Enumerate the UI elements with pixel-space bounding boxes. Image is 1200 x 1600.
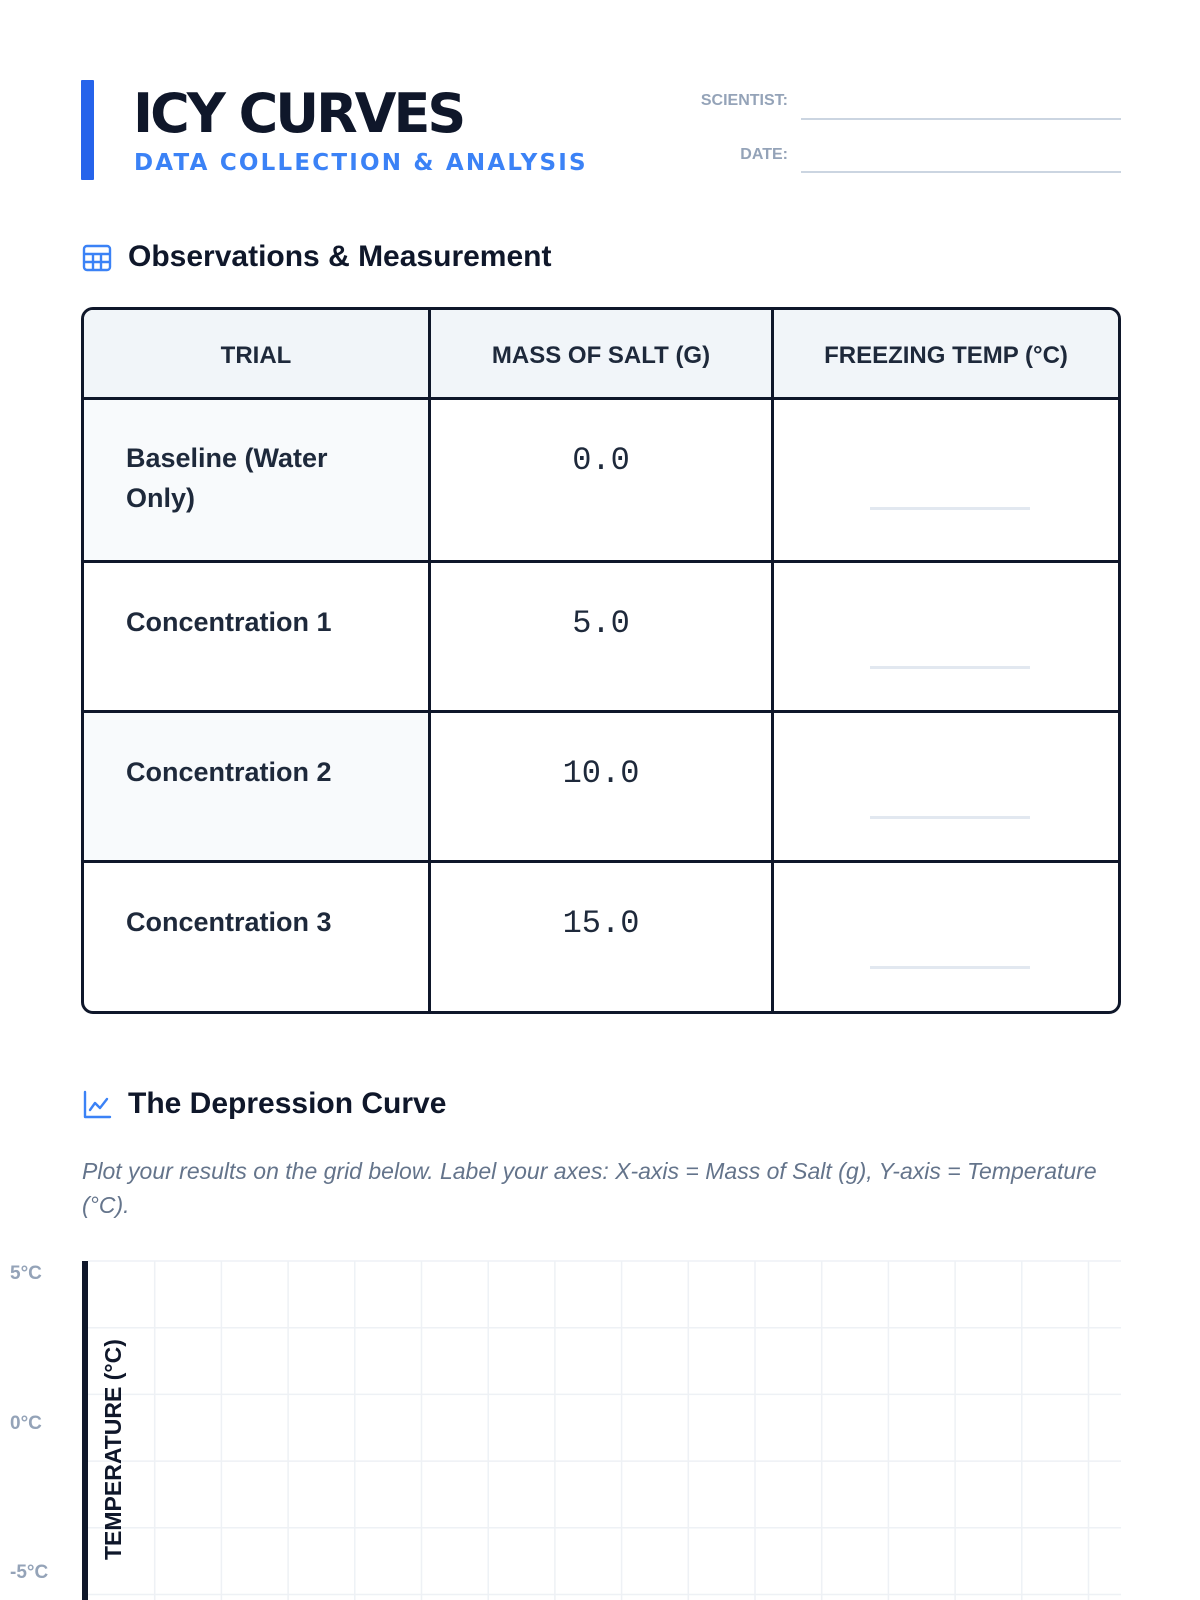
trial-name: Concentration 3 [126, 907, 332, 937]
mass-cell [431, 863, 774, 1011]
worksheet-subtitle: DATA COLLECTION & ANALYSIS [134, 150, 588, 176]
freezing-temp-cell[interactable] [774, 713, 1118, 860]
y-tick-label: -5°C [10, 1562, 49, 1583]
table-header-row [84, 310, 1118, 400]
header-accent-bar [81, 80, 94, 180]
freezing-temp-cell[interactable] [774, 863, 1118, 1011]
column-header-mass: MASS OF SALT (G) [431, 310, 774, 397]
depression-curve-plot[interactable] [0, 1250, 1200, 1600]
mass-value: 5.0 [572, 605, 630, 642]
trial-cell [84, 713, 431, 860]
plot-instructions: Plot your results on the grid below. Label your axes: X-axis = Mass of Salt (g), Y-axis = Temperature (°C). [82, 1158, 1097, 1218]
column-header-temp: FREEZING TEMP (°C) [824, 342, 1068, 369]
freezing-temp-cell[interactable] [774, 563, 1118, 710]
freezing-temp-entry-line[interactable] [870, 816, 1030, 819]
trial-cell [84, 563, 431, 710]
scientist-label: SCIENTIST: [700, 92, 788, 109]
worksheet-title: ICY CURVES [133, 82, 464, 145]
y-tick-label: 0°C [10, 1413, 42, 1434]
table-row [84, 713, 1118, 863]
plot-grid [88, 1261, 1121, 1600]
column-header-trial: TRIAL [84, 310, 431, 397]
y-tick-label: 5°C [10, 1263, 42, 1284]
table-row [84, 863, 1118, 1011]
observations-table [81, 307, 1121, 1014]
line-chart-icon [82, 1090, 112, 1120]
mass-value: 15.0 [562, 905, 640, 942]
freezing-temp-cell[interactable] [774, 400, 1118, 560]
freezing-temp-entry-line[interactable] [870, 966, 1030, 969]
mass-value: 10.0 [562, 755, 640, 792]
mass-cell [431, 563, 774, 710]
freezing-temp-entry-line[interactable] [870, 666, 1030, 669]
mass-cell [431, 400, 774, 560]
mass-cell [431, 713, 774, 860]
date-field[interactable] [801, 171, 1121, 173]
date-label: DATE: [740, 146, 788, 163]
freezing-temp-entry-line[interactable] [870, 507, 1030, 510]
observations-heading: Observations & Measurement [128, 240, 552, 273]
trial-name: Baseline (Water Only) [126, 443, 328, 513]
mass-value: 0.0 [572, 442, 630, 479]
table-row [84, 563, 1118, 713]
scientist-field[interactable] [801, 118, 1121, 120]
y-axis-title: TEMPERATURE (°C) [100, 1339, 126, 1560]
trial-name: Concentration 1 [126, 607, 332, 637]
table-row [84, 400, 1118, 563]
trial-cell [84, 863, 431, 1011]
trial-cell [84, 400, 431, 560]
table-grid-icon [82, 243, 112, 273]
trial-name: Concentration 2 [126, 757, 332, 787]
depression-curve-heading: The Depression Curve [128, 1087, 447, 1120]
